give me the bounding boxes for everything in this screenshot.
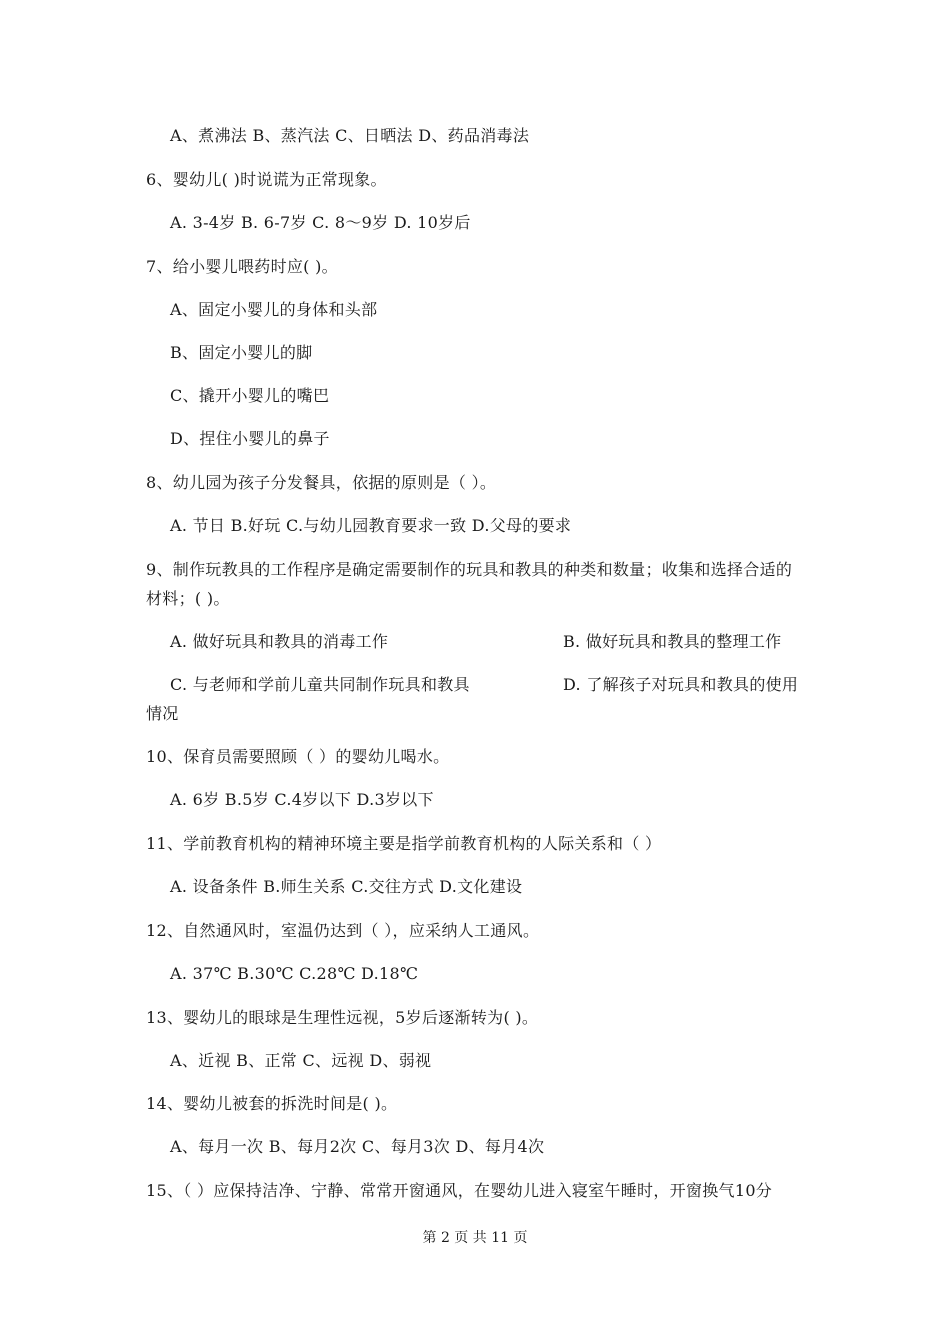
question-10: 10、保育员需要照顾（ ）的婴幼儿喝水。: [146, 747, 450, 766]
question-6: 6、婴幼儿( )时说谎为正常现象。: [146, 170, 387, 189]
q7-option-d: D、捏住小婴儿的鼻子: [170, 429, 330, 448]
question-14: 14、婴幼儿被套的拆洗时间是( )。: [146, 1094, 398, 1113]
q9-option-a: A. 做好玩具和教具的消毒工作: [170, 632, 389, 651]
page-footer: 第 2 页 共 11 页: [422, 1230, 528, 1246]
q11-options: A. 设备条件 B.师生关系 C.交往方式 D.文化建设: [170, 877, 523, 896]
question-12: 12、自然通风时，室温仍达到（ ），应采纳人工通风。: [146, 921, 540, 940]
q7-option-b: B、固定小婴儿的脚: [170, 343, 313, 362]
q6-options: A. 3-4岁 B. 6-7岁 C. 8～9岁 D. 10岁后: [170, 213, 471, 232]
question-7: 7、给小婴儿喂药时应( )。: [146, 257, 338, 276]
q7-option-a: A、固定小婴儿的身体和头部: [170, 300, 378, 319]
question-15: 15、（ ）应保持洁净、宁静、常常开窗通风，在婴幼儿进入寝室午睡时，开窗换气10分: [146, 1181, 773, 1200]
q9-option-b: B. 做好玩具和教具的整理工作: [563, 632, 782, 651]
q12-options: A. 37℃ B.30℃ C.28℃ D.18℃: [170, 964, 419, 983]
question-13: 13、婴幼儿的眼球是生理性远视，5岁后逐渐转为( )。: [146, 1008, 539, 1027]
q7-option-c: C、撬开小婴儿的嘴巴: [170, 386, 330, 405]
q9-option-d-continued: 情况: [146, 704, 179, 723]
q9-option-c: C. 与老师和学前儿童共同制作玩具和教具: [170, 675, 470, 694]
q10-options: A. 6岁 B.5岁 C.4岁以下 D.3岁以下: [170, 790, 434, 809]
question-8: 8、幼儿园为孩子分发餐具，依据的原则是（ ）。: [146, 473, 497, 492]
question-9-line1: 9、制作玩教具的工作程序是确定需要制作的玩具和教具的种类和数量；收集和选择合适的: [146, 560, 793, 579]
q14-options: A、每月一次 B、每月2次 C、每月3次 D、每月4次: [170, 1137, 545, 1156]
q13-options: A、近视 B、正常 C、远视 D、弱视: [170, 1051, 432, 1070]
q8-options: A. 节日 B.好玩 C.与幼儿园教育要求一致 D.父母的要求: [170, 516, 572, 535]
question-11: 11、学前教育机构的精神环境主要是指学前教育机构的人际关系和（ ）: [146, 834, 662, 853]
q5-options: A、煮沸法 B、蒸汽法 C、日晒法 D、药品消毒法: [170, 126, 530, 145]
question-9-line2: 材料；( )。: [146, 589, 230, 608]
q9-option-d: D. 了解孩子对玩具和教具的使用: [563, 675, 799, 694]
